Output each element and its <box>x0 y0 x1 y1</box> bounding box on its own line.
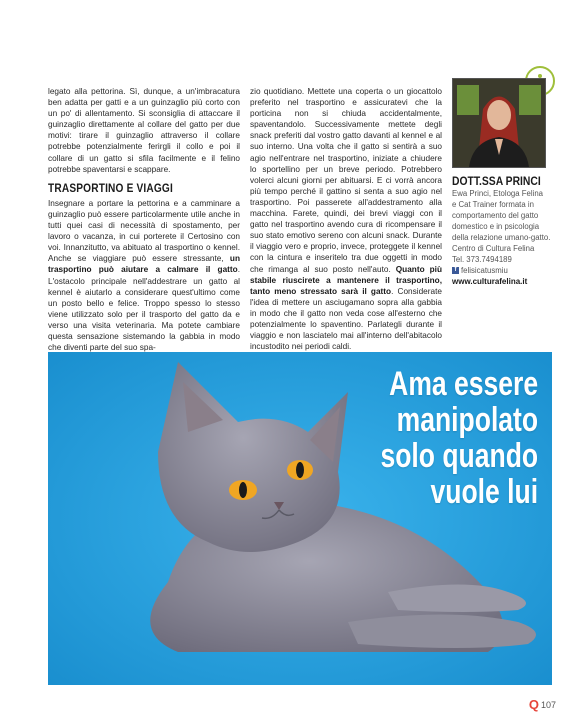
magazine-logo: Q <box>528 697 539 712</box>
text-column-1 <box>48 86 240 353</box>
expert-sidebar <box>452 78 552 286</box>
bio-line: comportamento del gatto <box>452 211 539 220</box>
emphasis-text: Quanto più stabile riuscirete a mantenere il trasportino, tanto meno stressato sarà il gatto <box>250 264 442 296</box>
bio-line: e Cat Trainer formata in <box>452 200 534 209</box>
expert-name: DOTT.SSA PRINCI <box>452 176 541 188</box>
bio-line: Centro di Cultura Felina <box>452 244 535 253</box>
headline <box>380 366 538 510</box>
intro-paragraph: legato alla pettorina. Sì, dunque, a un'imbracatura ben adatta per gatti e a un guinzaglio più corto con un po' di allentamento. Si sconsiglia di attaccare il guinzaglio direttamente al collare del gatto per due motivi: tirare il guinzaglio attraverso il collare potrebbe potenzialmente ferirgli il collo e poi il collare di un gatto si sfila facilmente e il felino potrebbe spaventarsi e scappare. <box>48 87 240 174</box>
body-paragraph: Insegnare a portare la pettorina e a camminare a guinzaglio può essere particolarmente utile anche in tutti quei casi di necessità di spostamento, per lavoro o vacanza, in cui porterete il Certosino con voi. Innanzitutto, va abituato al trasportino o kennel. Anche se viaggiare può essere stressante, un trasportino può aiutare a calmare il gatto. L'ostacolo principale nell'addestrare un gatto al kennel è aiutarlo a considerare quest'ultimo come un posto bello e felice. Troppo spesso lo stesso viene utilizzato solo per il trasporto del gatto da e verso una visita veterinaria. Ma potete cambiare questa sensazione sistemando la gabbia in modo che diventi parte del suo spa- <box>48 198 240 353</box>
text-column-2 <box>250 86 442 352</box>
section-heading: TRASPORTINO E VIAGGI <box>48 182 173 195</box>
expert-portrait <box>452 78 546 168</box>
bio-line: Ewa Princi, Etologa Felina <box>452 189 544 198</box>
emphasis-text: un trasportino può aiutare a calmare il gatto <box>48 254 240 275</box>
hero-image <box>48 352 552 685</box>
facebook-line[interactable]: f felisicatusmiu <box>452 265 552 276</box>
facebook-icon: f <box>452 267 459 274</box>
website-link[interactable]: www.culturafelina.it <box>452 277 528 286</box>
bio-line: domestico e in psicologia <box>452 222 540 231</box>
headline-line: solo quando <box>380 437 538 475</box>
headline-line: Ama essere <box>389 365 538 403</box>
page-footer <box>529 697 556 712</box>
headline-line: manipolato <box>396 401 538 439</box>
page-number: 107 <box>540 699 556 710</box>
bio-line: della relazione umano-gatto. <box>452 233 551 242</box>
body-paragraph: zio quotidiano. Mettete una coperta o un giocattolo preferito nel trasportino e assicuratevi che la porticina non si chiuda accidentalmente, spaventandolo. Successivamente mettete degli snack preferiti dal vostro gatto davanti al kennel e al suo interno. Una volta che il gatto si sentirà a suo agio nell'entrare nel trasportino, iniziate a chiudere lo sportellino per un breve periodo. Potrebbero volerci alcuni giorni per abituarsi. E ci vorrà ancora più tempo perché il gattino si senta a suo agio nel trasportino. Poi passerete all'addestramento alla macchina. Farete, quindi, dei brevi viaggi con il gatto nel trasportino avendo cura di ricompensare il suo stato emotivo sereno con alcuni snack. Durante il viaggio vero e proprio, invece, proteggete il kennel con la cintura e inseritelo tra due oggetti in modo che rimanga al suo posto nell'auto. Quanto più stabile riuscirete a mantenere il trasportino, tanto meno stressato sarà il gatto. Considerate l'idea di mettere un asciugamano sopra alla gabbia in modo che il gatto non veda cose all'esterno che potenzialmente lo spaventino. Parlategli durante il viaggio e non lasciatelo mai all'interno dell'abitacolo incustodito nei periodi caldi. <box>250 87 442 352</box>
bio-line: Tel. 373.7494189 <box>452 255 512 264</box>
expert-bio <box>452 188 552 276</box>
headline-line: vuole lui <box>430 473 538 511</box>
